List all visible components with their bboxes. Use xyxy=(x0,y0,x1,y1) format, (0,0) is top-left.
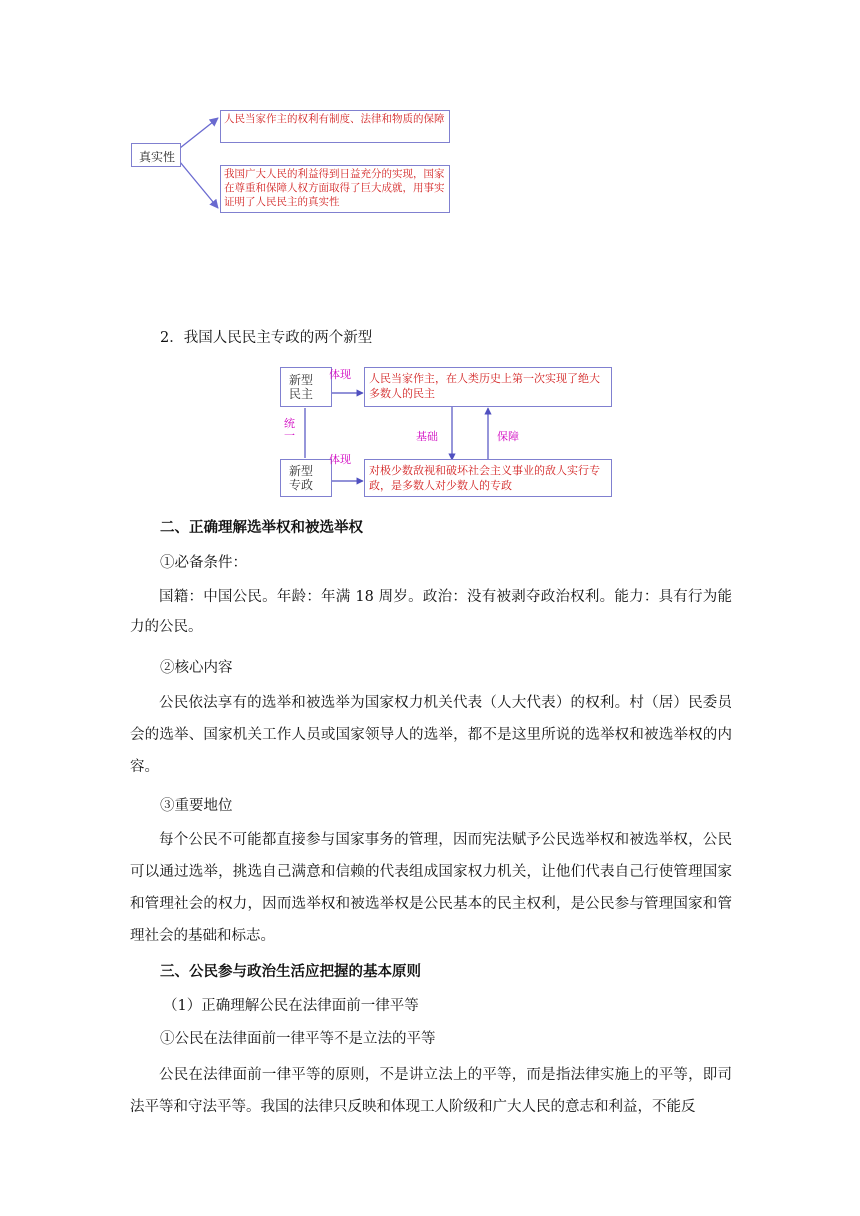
root-label: 真实性 xyxy=(139,150,176,164)
new-democracy-label: 新型民主 xyxy=(289,373,314,401)
item1-text: 国籍：中国公民。年龄：年满 18 周岁。政治：没有被剥夺政治权利。能力：具有行为能力的公民。 xyxy=(130,589,732,635)
node-top-result xyxy=(364,367,612,407)
point1-text: 公民在法律面前一律平等的原则，不是讲立法上的平等，而是指法律实施上的平等，即司法平等和守法平等。我国的法律只反映和体现工人阶级和广大人民的意志和利益，不能反 xyxy=(130,1067,732,1115)
bottom-result-text: 对极少数敌视和破坏社会主义事业的敌人实行专政，是多数人对少数人的专政 xyxy=(369,464,600,492)
guarantee-label: 保障 xyxy=(497,430,519,443)
top-result-text: 人民当家作主，在人类历史上第一次实现了绝大多数人的民主 xyxy=(369,372,600,400)
node-new-democracy xyxy=(280,367,332,407)
item3-title: ③重要地位 xyxy=(160,798,233,814)
basis-label: 基础 xyxy=(416,430,438,443)
point1-title: ①公民在法律面前一律平等不是立法的平等 xyxy=(160,1031,436,1047)
sub1-title: （1）正确理解公民在法律面前一律平等 xyxy=(163,998,419,1014)
item2-title: ②核心内容 xyxy=(160,660,233,676)
embody-bottom-label: 体现 xyxy=(329,453,351,466)
section-san-heading: 三、公民参与政治生活应把握的基本原则 xyxy=(160,963,421,980)
node-bottom-result xyxy=(364,459,612,497)
embody-top-label: 体现 xyxy=(329,368,351,381)
new-dictatorship-label: 新型专政 xyxy=(289,464,314,492)
branch1-text: 人民当家作主的权利有制度、法律和物质的保障 xyxy=(224,113,445,125)
section-2-title: 2．我国人民民主专政的两个新型 xyxy=(160,330,373,346)
branch2-text: 我国广大人民的利益得到日益充分的实现，国家在尊重和保障人权方面取得了巨大成就，用事实证明了人民民主的真实性 xyxy=(224,168,445,208)
item2-text: 公民依法享有的选举和被选举为国家权力机关代表（人大代表）的权利。村（居）民委员会的选举、国家机关工作人员或国家领导人的选举，都不是这里所说的选举权和被选举权的内容。 xyxy=(130,695,732,775)
item1-title: ①必备条件： xyxy=(160,555,247,571)
item3-text: 每个公民不可能都直接参与国家事务的管理，因而宪法赋予公民选举权和被选举权，公民可以通过选举，挑选自己满意和信赖的代表组成国家权力机关，让他们代表自己行使管理国家和管理社会的权力，因而选举权和被选举权是公民基本的民主权利，是公民参与管理国家和管理社会的基础和标志。 xyxy=(130,832,732,944)
section-er-heading: 二、正确理解选举权和被选举权 xyxy=(160,519,363,536)
node-new-dictatorship xyxy=(280,459,332,497)
unity-label: 统一 xyxy=(284,417,295,442)
